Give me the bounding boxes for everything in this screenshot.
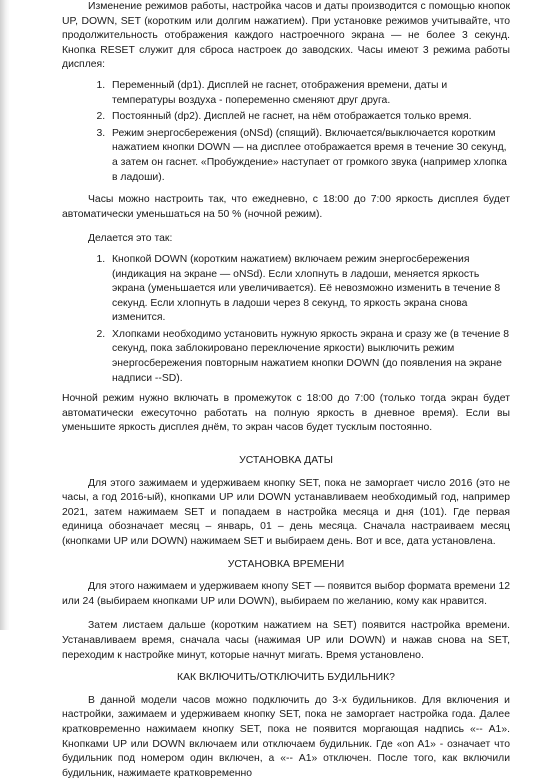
display-modes-list [62,79,510,185]
alarm-paragraph: В данной модели часов можно подключить до 3-х будильников. Для включения и настройки, зажимаем и удерживаем кнопку SET, пока не заморгает настройка года. Далее кратковременно нажимаем кнопку SET, пока не появится моргающая надпись «-- А1». Кнопками UP или DOWN включаем или отключаем будильник. Где «on A1» - означает что будильник под номером один включен, а «-- A1» отключен. После того, как включили будильник, нажимаете кратковременно [62,694,510,779]
brightness-steps-list [62,253,510,386]
time-paragraph-2: Затем листаем дальше (коротким нажатием на SET) появится настройка времени. Устанавливаем время, сначала часы (нажимая UP или DOWN) и нажав снова на SET, переходим к настройке минут, которые начнут мигать. Время установлено. [62,620,510,661]
list-item: 2. Постоянный (dp2). Дисплей не гаснет, на нём отображается только время. [108,110,510,125]
alarm-heading: КАК ВКЛЮЧИТЬ/ОТКЛЮЧИТЬ БУДИЛЬНИК? [177,672,395,684]
how-to-label: Делается это так: [88,233,173,245]
night-mode-paragraph: Часы можно настроить так, что ежедневно, с 18:00 до 7:00 яркость дисплея будет автоматически уменьшаться на 50 % (ночной режим). [62,194,510,220]
night-mode-note: Ночной режим нужно включать в промежуток с 18:00 до 7:00 (только тогда экран будет автоматически ежесуточно работать на полную яркость в дневное время). Если вы уменьшите яркость дисплея днём, то экран часов будет тусклым постоянно. [62,393,510,434]
list-item: 1. Переменный (dp1). Дисплей не гаснет, отображения времени, даты и температуры воздуха - попеременно сменяют друг друга. [108,79,510,108]
list-item: 3. Режим энергосбережения (oNSd) (спящий). Включается/выключается коротким нажатием кнопки DOWN — на дисплее отображается время в течение 30 секунд, а затем он гаснет. «Пробуждение» наступает от громкого звука (например хлопка в ладоши). [108,127,510,185]
intro-paragraph: Изменение режимов работы, настройка часов и даты производится с помощью кнопок UP, DOWN, SET (коротким или долгим нажатием). При установке режимов учитывайте, что продолжительность отображения каждого настроечного экрана — не более 3 секунд. Кнопка RESET служит для сброса настроек до заводских. Часы имеют 3 режима работы дисплея: [62,1,510,71]
date-heading: УСТАНОВКА ДАТЫ [239,455,333,467]
time-paragraph-1: Для этого нажимаем и удерживаем кнопу SET — появится выбор формата времени 12 или 24 (выбираем кнопками UP или DOWN), выбираем по желанию, кому как нравится. [62,581,510,607]
time-heading: УСТАНОВКА ВРЕМЕНИ [227,558,345,570]
date-paragraph: Для этого зажимаем и удерживаем кнопку SET, пока не заморгает число 2016 (это не часы, а год 2016-ый), кнопками UP или DOWN устанавливаем необходимый год, например 2021, затем нажимаем SET и попадаем в настройка месяца и дня (101). Где первая единица обозначает месяц – январь, 01 – день месяца. Сначала настраиваем месяц (кнопками UP или DOWN) нажимаем SET и выбираем день. Вот и все, дата установлена. [62,477,510,547]
list-item: 1. Кнопкой DOWN (коротким нажатием) включаем режим энергосбережения (индикация на экране — oNSd). Если хлопнуть в ладоши, меняется яркость экрана (уменьшается или увеличивается). Её невозможно изменить в течение 8 секунд. Если хлопнуть в ладоши через 8 секунд, то яркость экрана снова изменится. [108,253,510,326]
list-item: 2. Хлопками необходимо установить нужную яркость экрана и сразу же (в течение 8 секунд, пока заблокировано переключение яркости) выключить режим энергосбережения повторным нажатием кнопки DOWN (до появления на экране надписи --SD). [108,328,510,386]
